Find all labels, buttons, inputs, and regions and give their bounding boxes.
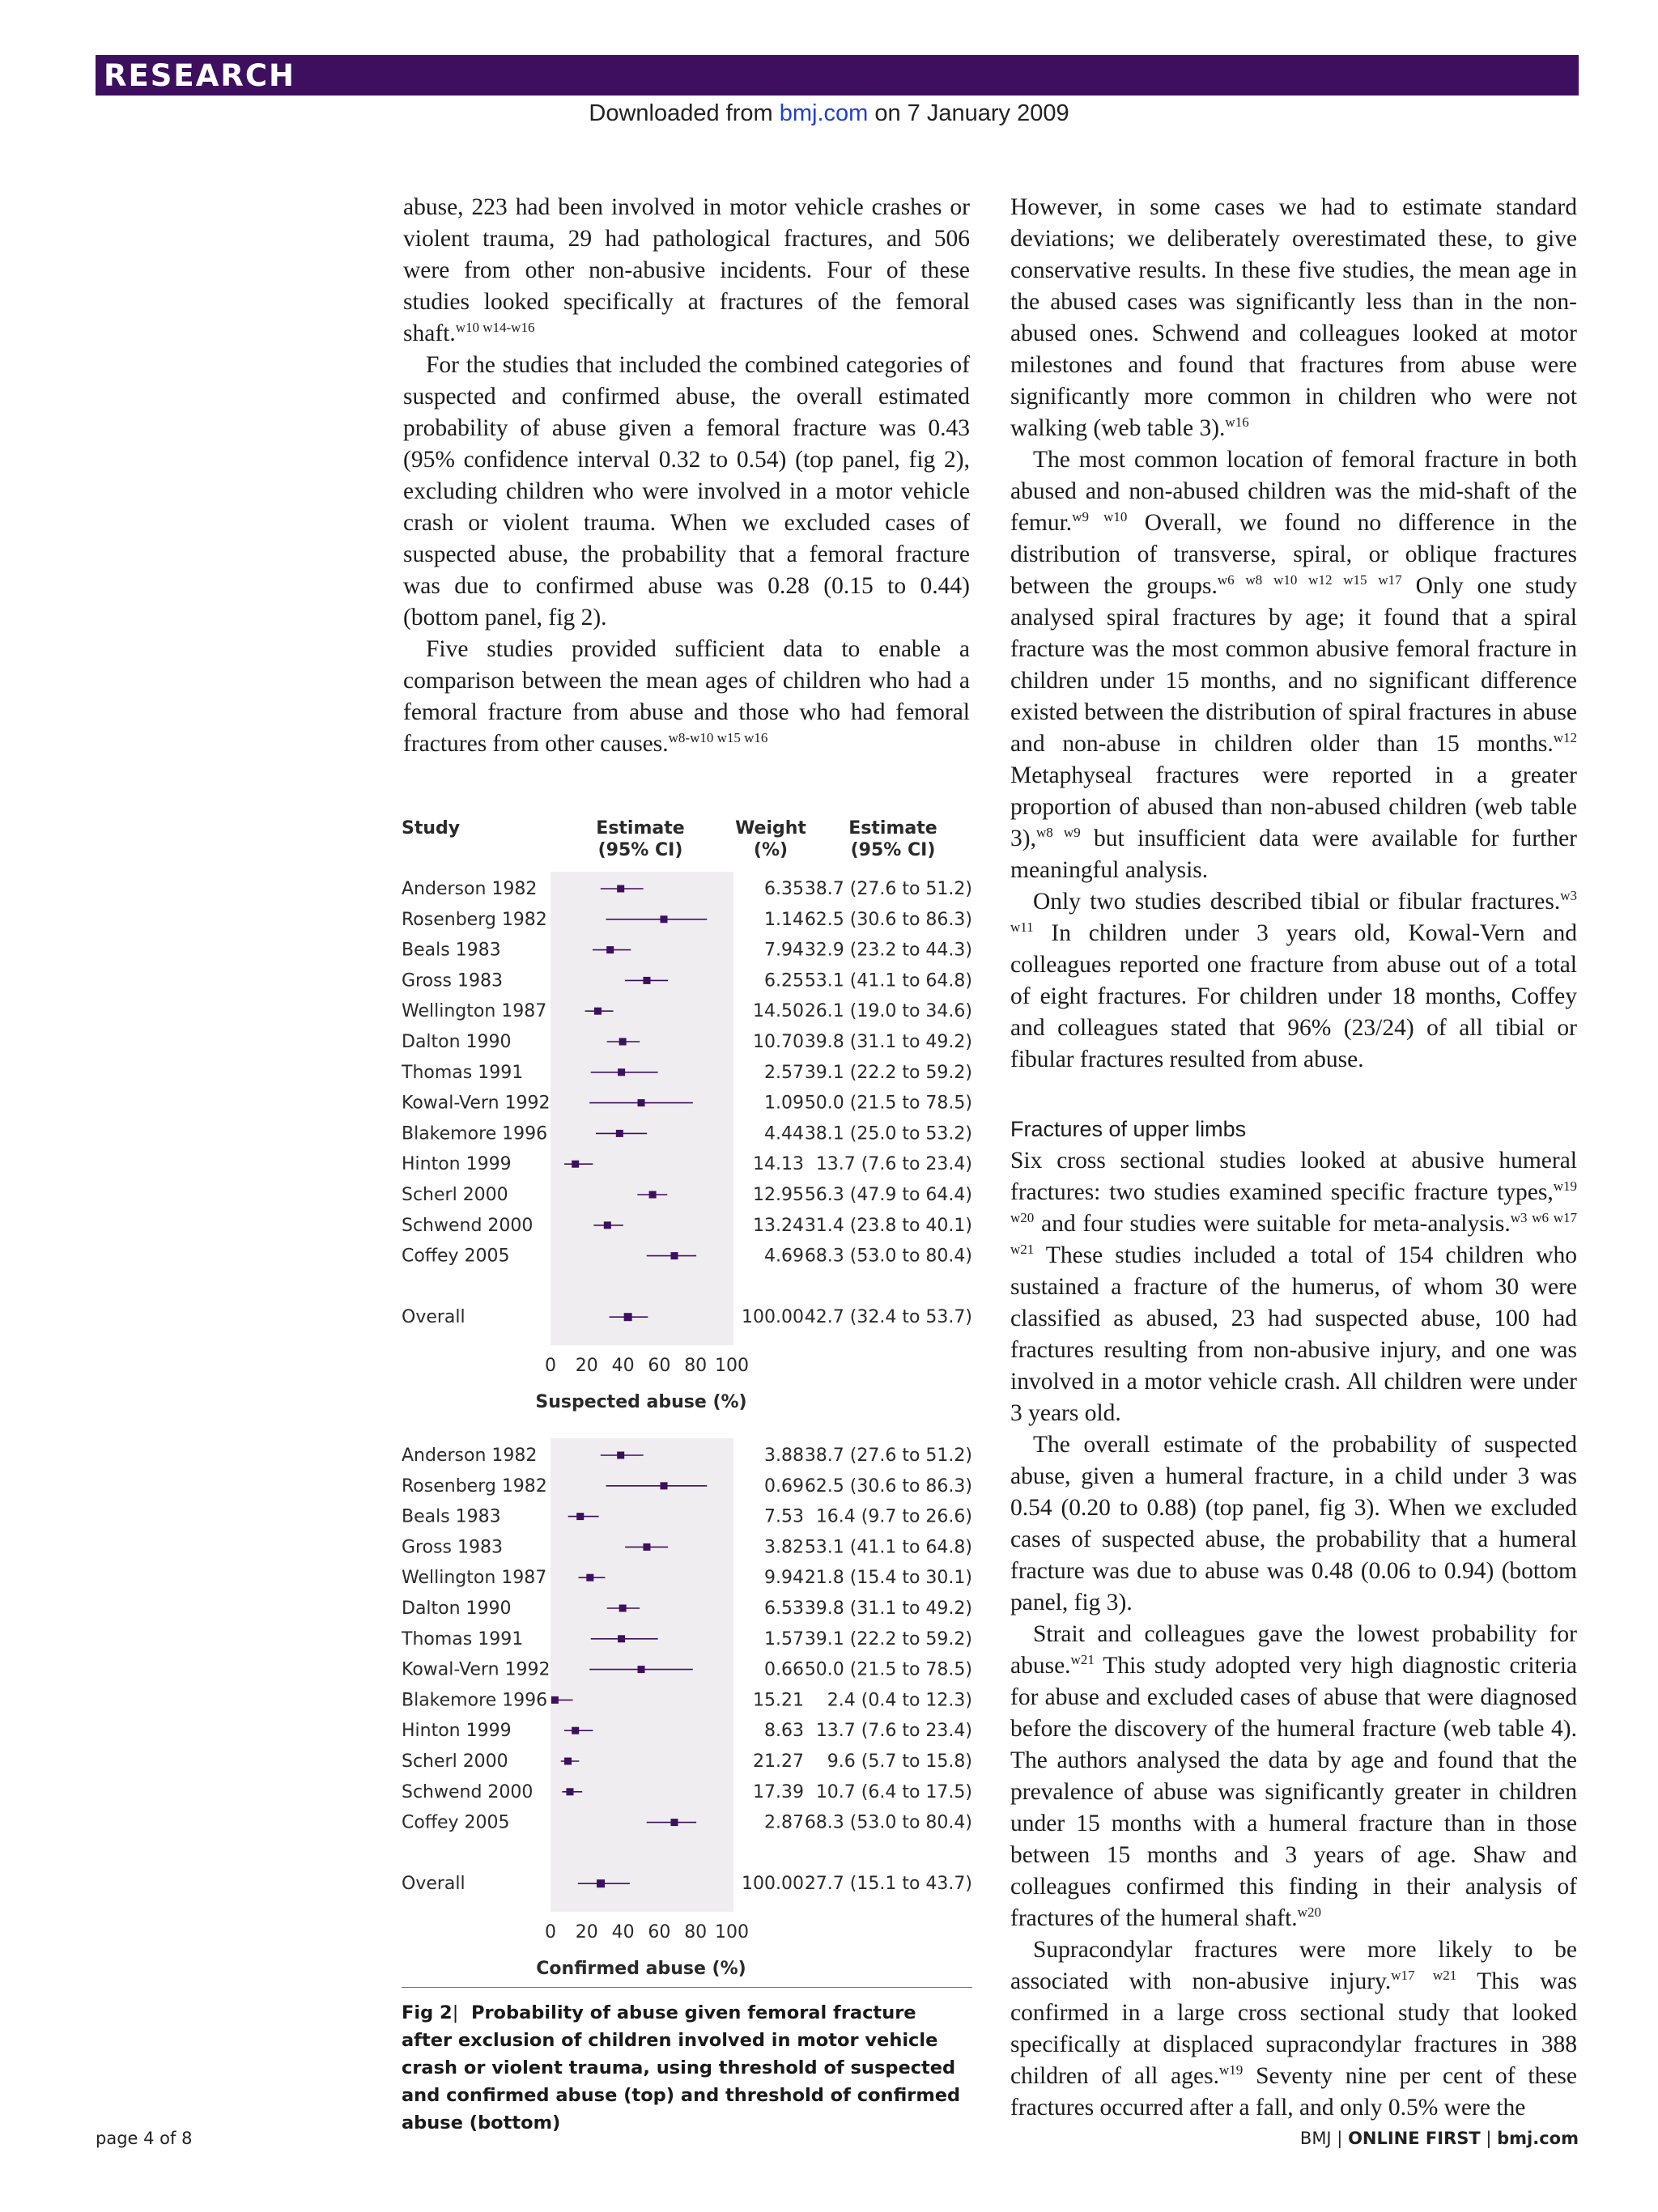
point-estimate-marker xyxy=(617,1452,624,1459)
download-prefix: Downloaded from xyxy=(589,100,780,126)
study-label: Gross 1983 xyxy=(402,970,503,991)
figure-caption xyxy=(402,1987,972,2137)
study-label: Beals 1983 xyxy=(402,1506,501,1527)
study-label: Anderson 1982 xyxy=(402,879,538,899)
weight-value: 3.82 xyxy=(764,1537,804,1558)
axis-title: Confirmed abuse (%) xyxy=(536,1959,746,1980)
study-label: Wellington 1987 xyxy=(402,1568,547,1589)
forest-plot-figure xyxy=(402,809,972,2137)
reference[interactable]: w3 w11 xyxy=(1010,888,1577,936)
weight-value: 6.53 xyxy=(764,1598,804,1619)
paragraph: abuse, 223 had been involved in motor vehicle crashes or violent trauma, 29 had pathological fractures, and 506 were from other non-abusive incidents. Four of these studies looked specifically at fractures of the femoral shaft.$^{w10 w14-w16}$ xyxy=(403,194,970,346)
axis-tick-label: 80 xyxy=(684,1356,708,1377)
reference[interactable]: w12 xyxy=(1553,730,1577,746)
weight-value: 14.50 xyxy=(753,1001,804,1022)
left-column xyxy=(403,192,970,760)
column-header-study: Study xyxy=(402,818,461,839)
estimate-label: 38.7 (27.6 to 51.2) xyxy=(804,879,972,899)
site-name: bmj.com xyxy=(1497,2129,1579,2148)
estimate-label: 32.9 (23.2 to 44.3) xyxy=(804,940,972,961)
study-label: Anderson 1982 xyxy=(402,1446,538,1466)
weight-value: 7.94 xyxy=(764,940,804,961)
point-estimate-marker xyxy=(638,1099,645,1106)
point-estimate-marker xyxy=(566,1788,573,1795)
study-label: Hinton 1999 xyxy=(402,1154,512,1175)
estimate-label: 39.8 (31.1 to 49.2) xyxy=(804,1598,972,1619)
caption-label: Fig 2 xyxy=(402,2002,453,2023)
reference[interactable]: w6 w8 w10 w12 w15 w17 xyxy=(1217,572,1402,588)
reference[interactable]: w16 xyxy=(1225,414,1249,431)
point-estimate-marker xyxy=(604,1221,611,1229)
axis-tick-label: 60 xyxy=(648,1922,671,1943)
estimate-label: 13.7 (7.6 to 23.4) xyxy=(815,1721,972,1742)
study-label: Thomas 1991 xyxy=(402,1062,524,1083)
point-estimate-marker xyxy=(661,915,668,923)
study-label: Overall xyxy=(402,1874,466,1895)
axis-tick-label: 20 xyxy=(575,1922,598,1943)
weight-value: 4.69 xyxy=(764,1246,804,1267)
paragraph: The overall estimate of the probability of suspected abuse, given a humeral fracture, in a child under 3 was 0.54 (0.20 to 0.88) (top panel, fig 3). When we excluded cases of suspected abuse, the probability that a humeral fracture was due to abuse was 0.48 (0.06 to 0.94) (bottom panel, fig 3). xyxy=(1010,1432,1577,1615)
axis-tick-label: 100 xyxy=(715,1922,749,1943)
study-label: Beals 1983 xyxy=(402,940,501,961)
point-estimate-marker xyxy=(606,946,614,953)
point-estimate-marker xyxy=(618,1068,625,1076)
estimate-label: 31.4 (23.8 to 40.1) xyxy=(804,1215,972,1236)
point-estimate-marker xyxy=(617,885,624,893)
estimate-label: 38.1 (25.0 to 53.2) xyxy=(804,1123,972,1144)
weight-value: 2.57 xyxy=(764,1062,804,1083)
point-estimate-marker xyxy=(594,1008,602,1015)
study-label: Rosenberg 1982 xyxy=(402,909,547,930)
estimate-label: 13.7 (7.6 to 23.4) xyxy=(815,1154,972,1175)
column-header-ci: (95% CI) xyxy=(850,840,936,860)
weight-value: 8.63 xyxy=(764,1721,804,1742)
point-estimate-marker xyxy=(572,1727,579,1734)
estimate-label: 9.6 (5.7 to 15.8) xyxy=(827,1751,972,1772)
study-label: Hinton 1999 xyxy=(402,1721,512,1742)
estimate-label: 10.7 (6.4 to 17.5) xyxy=(815,1781,972,1802)
reference[interactable]: w20 xyxy=(1297,1904,1321,1921)
reference[interactable]: w19 w20 xyxy=(1010,1178,1577,1226)
axis-tick-label: 40 xyxy=(611,1922,635,1943)
estimate-label: 39.8 (31.1 to 49.2) xyxy=(804,1032,972,1052)
bmj-link[interactable]: bmj.com xyxy=(779,100,869,126)
point-estimate-marker xyxy=(670,1819,678,1826)
plot-background xyxy=(551,872,733,1345)
point-estimate-marker xyxy=(643,1543,650,1551)
point-estimate-marker xyxy=(576,1513,584,1520)
estimate-label: 53.1 (41.1 to 64.8) xyxy=(804,970,972,991)
estimate-label: 2.4 (0.4 to 12.3) xyxy=(827,1690,972,1711)
axis-tick-label: 20 xyxy=(575,1356,598,1377)
weight-value: 21.27 xyxy=(753,1751,804,1772)
weight-value: 3.88 xyxy=(764,1446,804,1466)
axis-tick-label: 0 xyxy=(545,1922,556,1943)
study-label: Blakemore 1996 xyxy=(402,1123,548,1144)
study-label: Blakemore 1996 xyxy=(402,1690,548,1711)
weight-value: 0.69 xyxy=(764,1475,804,1497)
weight-value: 4.44 xyxy=(764,1123,804,1144)
point-estimate-marker xyxy=(551,1696,559,1704)
weight-value: 12.95 xyxy=(753,1185,804,1205)
reference[interactable]: w17 w21 xyxy=(1391,1968,1457,1984)
point-estimate-marker xyxy=(670,1252,678,1259)
column-header-estimate-plot: Estimate xyxy=(596,818,685,839)
point-estimate-marker xyxy=(618,1635,625,1642)
download-suffix: on 7 January 2009 xyxy=(868,100,1069,126)
online-first: ONLINE FIRST xyxy=(1348,2129,1481,2148)
study-label: Gross 1983 xyxy=(402,1537,503,1558)
weight-value: 2.87 xyxy=(764,1812,804,1833)
estimate-label: 50.0 (21.5 to 78.5) xyxy=(804,1093,972,1114)
study-label: Kowal-Vern 1992 xyxy=(402,1659,551,1680)
study-label: Rosenberg 1982 xyxy=(402,1475,547,1497)
weight-value: 9.94 xyxy=(764,1568,804,1589)
caption-separator: | xyxy=(452,2002,459,2023)
weight-value: 1.57 xyxy=(764,1628,804,1649)
weight-value: 1.14 xyxy=(764,909,804,930)
reference[interactable]: w9 w10 xyxy=(1072,509,1128,525)
estimate-label: 26.1 (19.0 to 34.6) xyxy=(804,1001,972,1022)
weight-value: 6.35 xyxy=(764,879,804,899)
weight-value: 1.09 xyxy=(764,1093,804,1114)
page-number: page 4 of 8 xyxy=(96,2129,193,2148)
weight-value: 13.24 xyxy=(753,1215,804,1236)
caption-text: Probability of abuse given femoral fracture after exclusion of children involved in motor vehicle crash or violent trauma, using threshold of suspected and confirmed abuse (top) and threshold of confirmed abuse (bottom) xyxy=(402,2002,961,2133)
section-banner xyxy=(96,55,1579,96)
right-column xyxy=(1010,192,1577,2124)
reference[interactable]: w8 w9 xyxy=(1035,825,1081,841)
journal-footer xyxy=(1300,2129,1579,2148)
point-estimate-marker xyxy=(649,1191,657,1199)
point-estimate-marker xyxy=(643,977,650,984)
estimate-label: 42.7 (32.4 to 53.7) xyxy=(804,1307,972,1328)
paragraph: Five studies provided sufficient data to enable a comparison between the mean ages of children who had a femoral fracture from abuse and those who had femoral fractures from other causes.$^{w8-w10 w15 w16}$ xyxy=(403,636,970,757)
weight-value: 7.53 xyxy=(764,1506,804,1527)
paragraph: Six cross sectional studies looked at abusive humeral fractures: two studies examined specific fracture types,$^{w19 w20}$ and four studies were suitable for meta-analysis.$^{w3 w6 w17 w21}$ These studies included a total of 154 children who sustained a fracture of the humerus, of whom 30 were classified as abused, 23 had suspected abuse, 100 had fractures resulting from non-abusive injury, and one was involved in a motor vehicle crash. All children were under 3 years old. xyxy=(1010,1148,1577,1426)
axis-tick-label: 40 xyxy=(611,1356,635,1377)
section-label: RESEARCH xyxy=(104,58,295,93)
download-notice xyxy=(0,100,1658,127)
study-label: Thomas 1991 xyxy=(402,1628,524,1649)
study-label: Schwend 2000 xyxy=(402,1215,534,1236)
study-label: Wellington 1987 xyxy=(402,1001,547,1022)
point-estimate-marker xyxy=(661,1482,668,1489)
weight-value: 17.39 xyxy=(753,1781,804,1802)
estimate-label: 50.0 (21.5 to 78.5) xyxy=(804,1659,972,1680)
estimate-label: 38.7 (27.6 to 51.2) xyxy=(804,1446,972,1466)
paragraph: However, in some cases we had to estimate standard deviations; we deliberately overestimated these, to give conservative results. In these five studies, the mean age in the abused cases was significantly less than in the non-abused ones. Schwend and colleagues looked at motor milestones and found that fractures from abuse were significantly more common in children who were not walking (web table 3).$^{w16}$ xyxy=(1010,194,1577,441)
reference[interactable]: w21 xyxy=(1070,1652,1095,1668)
study-label: Overall xyxy=(402,1307,466,1328)
point-estimate-marker xyxy=(619,1605,627,1612)
study-label: Kowal-Vern 1992 xyxy=(402,1093,551,1114)
separator: | xyxy=(1331,2129,1349,2148)
estimate-label: 56.3 (47.9 to 64.4) xyxy=(804,1185,972,1205)
plot-background xyxy=(551,1438,733,1912)
point-estimate-marker xyxy=(619,1038,627,1046)
study-label: Coffey 2005 xyxy=(402,1246,510,1267)
study-label: Schwend 2000 xyxy=(402,1781,534,1802)
column-header-estimate: Estimate xyxy=(848,818,937,839)
point-estimate-marker xyxy=(586,1574,593,1582)
reference[interactable]: w8-w10 w15 w16 xyxy=(668,730,768,746)
point-estimate-marker xyxy=(597,1879,605,1887)
column-header-weight-unit: (%) xyxy=(753,840,789,860)
weight-value: 6.25 xyxy=(764,970,804,991)
axis-tick-label: 60 xyxy=(648,1356,671,1377)
weight-value: 15.21 xyxy=(753,1690,804,1711)
journal-name: BMJ xyxy=(1299,2129,1332,2148)
axis-tick-label: 100 xyxy=(715,1356,749,1377)
weight-value: 0.66 xyxy=(764,1659,804,1680)
reference[interactable]: w10 w14-w16 xyxy=(455,320,535,336)
column-header-ci-plot: (95% CI) xyxy=(597,840,683,860)
weight-value: 100.00 xyxy=(742,1307,804,1328)
estimate-label: 39.1 (22.2 to 59.2) xyxy=(804,1062,972,1083)
paragraph: Only two studies described tibial or fibular fractures.$^{w3 w11}$ In children under 3 years old, Kowal-Vern and colleagues reported one fracture from abuse out of a total of eight fractures. For children under 18 months, Coffey and colleagues stated that 96% (23/24) of all tibial or fibular fractures resulted from abuse. xyxy=(1010,888,1577,1072)
weight-value: 10.70 xyxy=(753,1032,804,1052)
section-subheading: Fractures of upper limbs xyxy=(1010,1117,1247,1141)
paragraph: Supracondylar fractures were more likely to be associated with non-abusive injury.$^{w17 w21}$ This was confirmed in a large cross sectional study that looked specifically at displaced supracondylar fractures in 388 children of all ages.$^{w19}$ Seventy nine per cent of these fractures occurred after a fall, and only 0.5% were the xyxy=(1010,1937,1577,2121)
study-label: Scherl 2000 xyxy=(402,1185,508,1205)
estimate-label: 39.1 (22.2 to 59.2) xyxy=(804,1628,972,1649)
estimate-label: 62.5 (30.6 to 86.3) xyxy=(804,909,972,930)
estimate-label: 21.8 (15.4 to 30.1) xyxy=(804,1568,972,1589)
axis-tick-label: 0 xyxy=(545,1356,556,1377)
reference[interactable]: w19 xyxy=(1218,2062,1244,2078)
estimate-label: 68.3 (53.0 to 80.4) xyxy=(804,1246,972,1267)
study-label: Coffey 2005 xyxy=(402,1812,510,1833)
point-estimate-marker xyxy=(572,1161,579,1168)
weight-value: 14.13 xyxy=(753,1154,804,1175)
estimate-label: 68.3 (53.0 to 80.4) xyxy=(804,1812,972,1833)
point-estimate-marker xyxy=(564,1758,572,1765)
estimate-label: 16.4 (9.7 to 26.6) xyxy=(815,1506,972,1527)
estimate-label: 27.7 (15.1 to 43.7) xyxy=(804,1874,972,1895)
paragraph: Strait and colleagues gave the lowest probability for abuse.$^{w21}$ This study adopted very high diagnostic criteria for abuse and excluded cases of abuse that were diagnosed before the discovery of the humeral fracture (web table 4). The authors analysed the data by age and found that the prevalence of abuse was significantly greater in children under 15 months with a humeral fracture than in those between 15 months and 3 years of age. Shaw and colleagues confirmed this finding in their analysis of fractures of the humeral shaft.$^{w20}$ xyxy=(1010,1621,1577,1931)
axis-tick-label: 80 xyxy=(684,1922,708,1943)
paragraph: The most common location of femoral fracture in both abused and non-abused children was the mid-shaft of the femur.$^{w9 w10}$ Overall, we found no difference in the distribution of transverse, spiral, or oblique fractures between the groups.$^{w6 w8 w10 w12 w15 w17}$ Only one study analysed spiral fractures by age; it found that a spiral fracture was the most common abusive femoral fracture in children under 15 months, and no significant difference existed between the distribution of spiral fractures in abuse and non-abuse in children older than 15 months.$^{w12}$ Metaphyseal fractures were reported in a greater proportion of abused than non-abused children (web table 3),$^{w8 w9}$ but insufficient data were available for further meaningful analysis. xyxy=(1010,447,1578,883)
separator: | xyxy=(1480,2129,1498,2148)
estimate-label: 62.5 (30.6 to 86.3) xyxy=(804,1475,972,1497)
study-label: Scherl 2000 xyxy=(402,1751,508,1772)
paragraph: For the studies that included the combined categories of suspected and confirmed abuse, the overall estimated probability of abuse given a femoral fracture was 0.43 (95% confidence interval 0.32 to 0.54) (top panel, fig 2), excluding children who were involved in a motor vehicle crash or violent trauma. When we excluded cases of suspected abuse, the probability that a femoral fracture was due to confirmed abuse was 0.28 (0.15 to 0.44) (bottom panel, fig 2). xyxy=(403,352,970,630)
axis-title: Suspected abuse (%) xyxy=(535,1392,747,1413)
study-label: Dalton 1990 xyxy=(402,1032,512,1052)
reference[interactable]: w3 w6 w17 w21 xyxy=(1010,1210,1577,1258)
point-estimate-marker xyxy=(616,1130,623,1137)
study-label: Dalton 1990 xyxy=(402,1598,512,1619)
point-estimate-marker xyxy=(624,1313,632,1321)
column-header-weight: Weight xyxy=(735,818,806,839)
estimate-label: 53.1 (41.1 to 64.8) xyxy=(804,1537,972,1558)
weight-value: 100.00 xyxy=(742,1874,804,1895)
point-estimate-marker xyxy=(638,1666,645,1673)
